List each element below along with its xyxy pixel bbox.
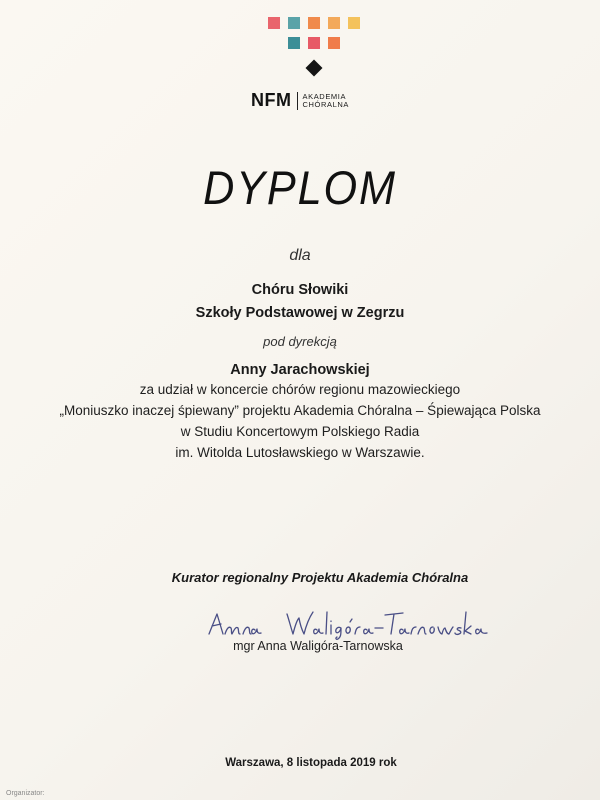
logo-subtitle-line1: AKADEMIA: [302, 91, 347, 101]
curator-role: Kurator regionalny Projektu Akademia Chóralna: [171, 570, 469, 585]
recipient-line-2: Szkoły Podstawowej w Zegrzu: [195, 305, 405, 321]
body-line-1: za udział w koncercie chórów regionu mazowieckiego: [139, 382, 461, 397]
nfm-wordmark: [0, 90, 600, 116]
diploma-title: DYPLOM: [203, 161, 397, 214]
for-word: dla: [289, 247, 311, 264]
logo-nfm-text: NFM: [251, 90, 292, 110]
under-direction: pod dyrekcją: [263, 334, 337, 349]
logo-diamond-icon: [306, 60, 323, 77]
signer-name: mgr Anna Waligóra-Tarnowska: [233, 639, 403, 653]
logo-square: [288, 17, 300, 29]
logo-square: [328, 17, 340, 29]
place-and-date: Warszawa, 8 listopada 2019 rok: [225, 757, 397, 769]
logo-square: [268, 17, 280, 29]
body-line-4: im. Witolda Lutosławskiego w Warszawie.: [175, 445, 425, 460]
body-line-2: „Moniuszko inaczej śpiewany” projektu Akademia Chóralna – Śpiewająca Polska: [59, 403, 541, 418]
nfm-logo-squares: [268, 17, 364, 57]
conductor-name: Anny Jarachowskiej: [230, 362, 370, 378]
logo-divider: [297, 92, 298, 110]
handwritten-signature: [205, 606, 505, 640]
body-line-3: w Studiu Koncertowym Polskiego Radia: [180, 424, 420, 439]
logo-square: [348, 17, 360, 29]
logo-square: [308, 17, 320, 29]
recipient-line-1: Chóru Słowiki: [251, 282, 349, 298]
logo-subtitle: [303, 93, 349, 109]
logo-subtitle-line2: CHÓRALNA: [302, 99, 349, 109]
logo-square: [288, 37, 300, 49]
logo-square: [308, 37, 320, 49]
organizer-label: Organizator:: [6, 790, 45, 797]
logo-square: [328, 37, 340, 49]
